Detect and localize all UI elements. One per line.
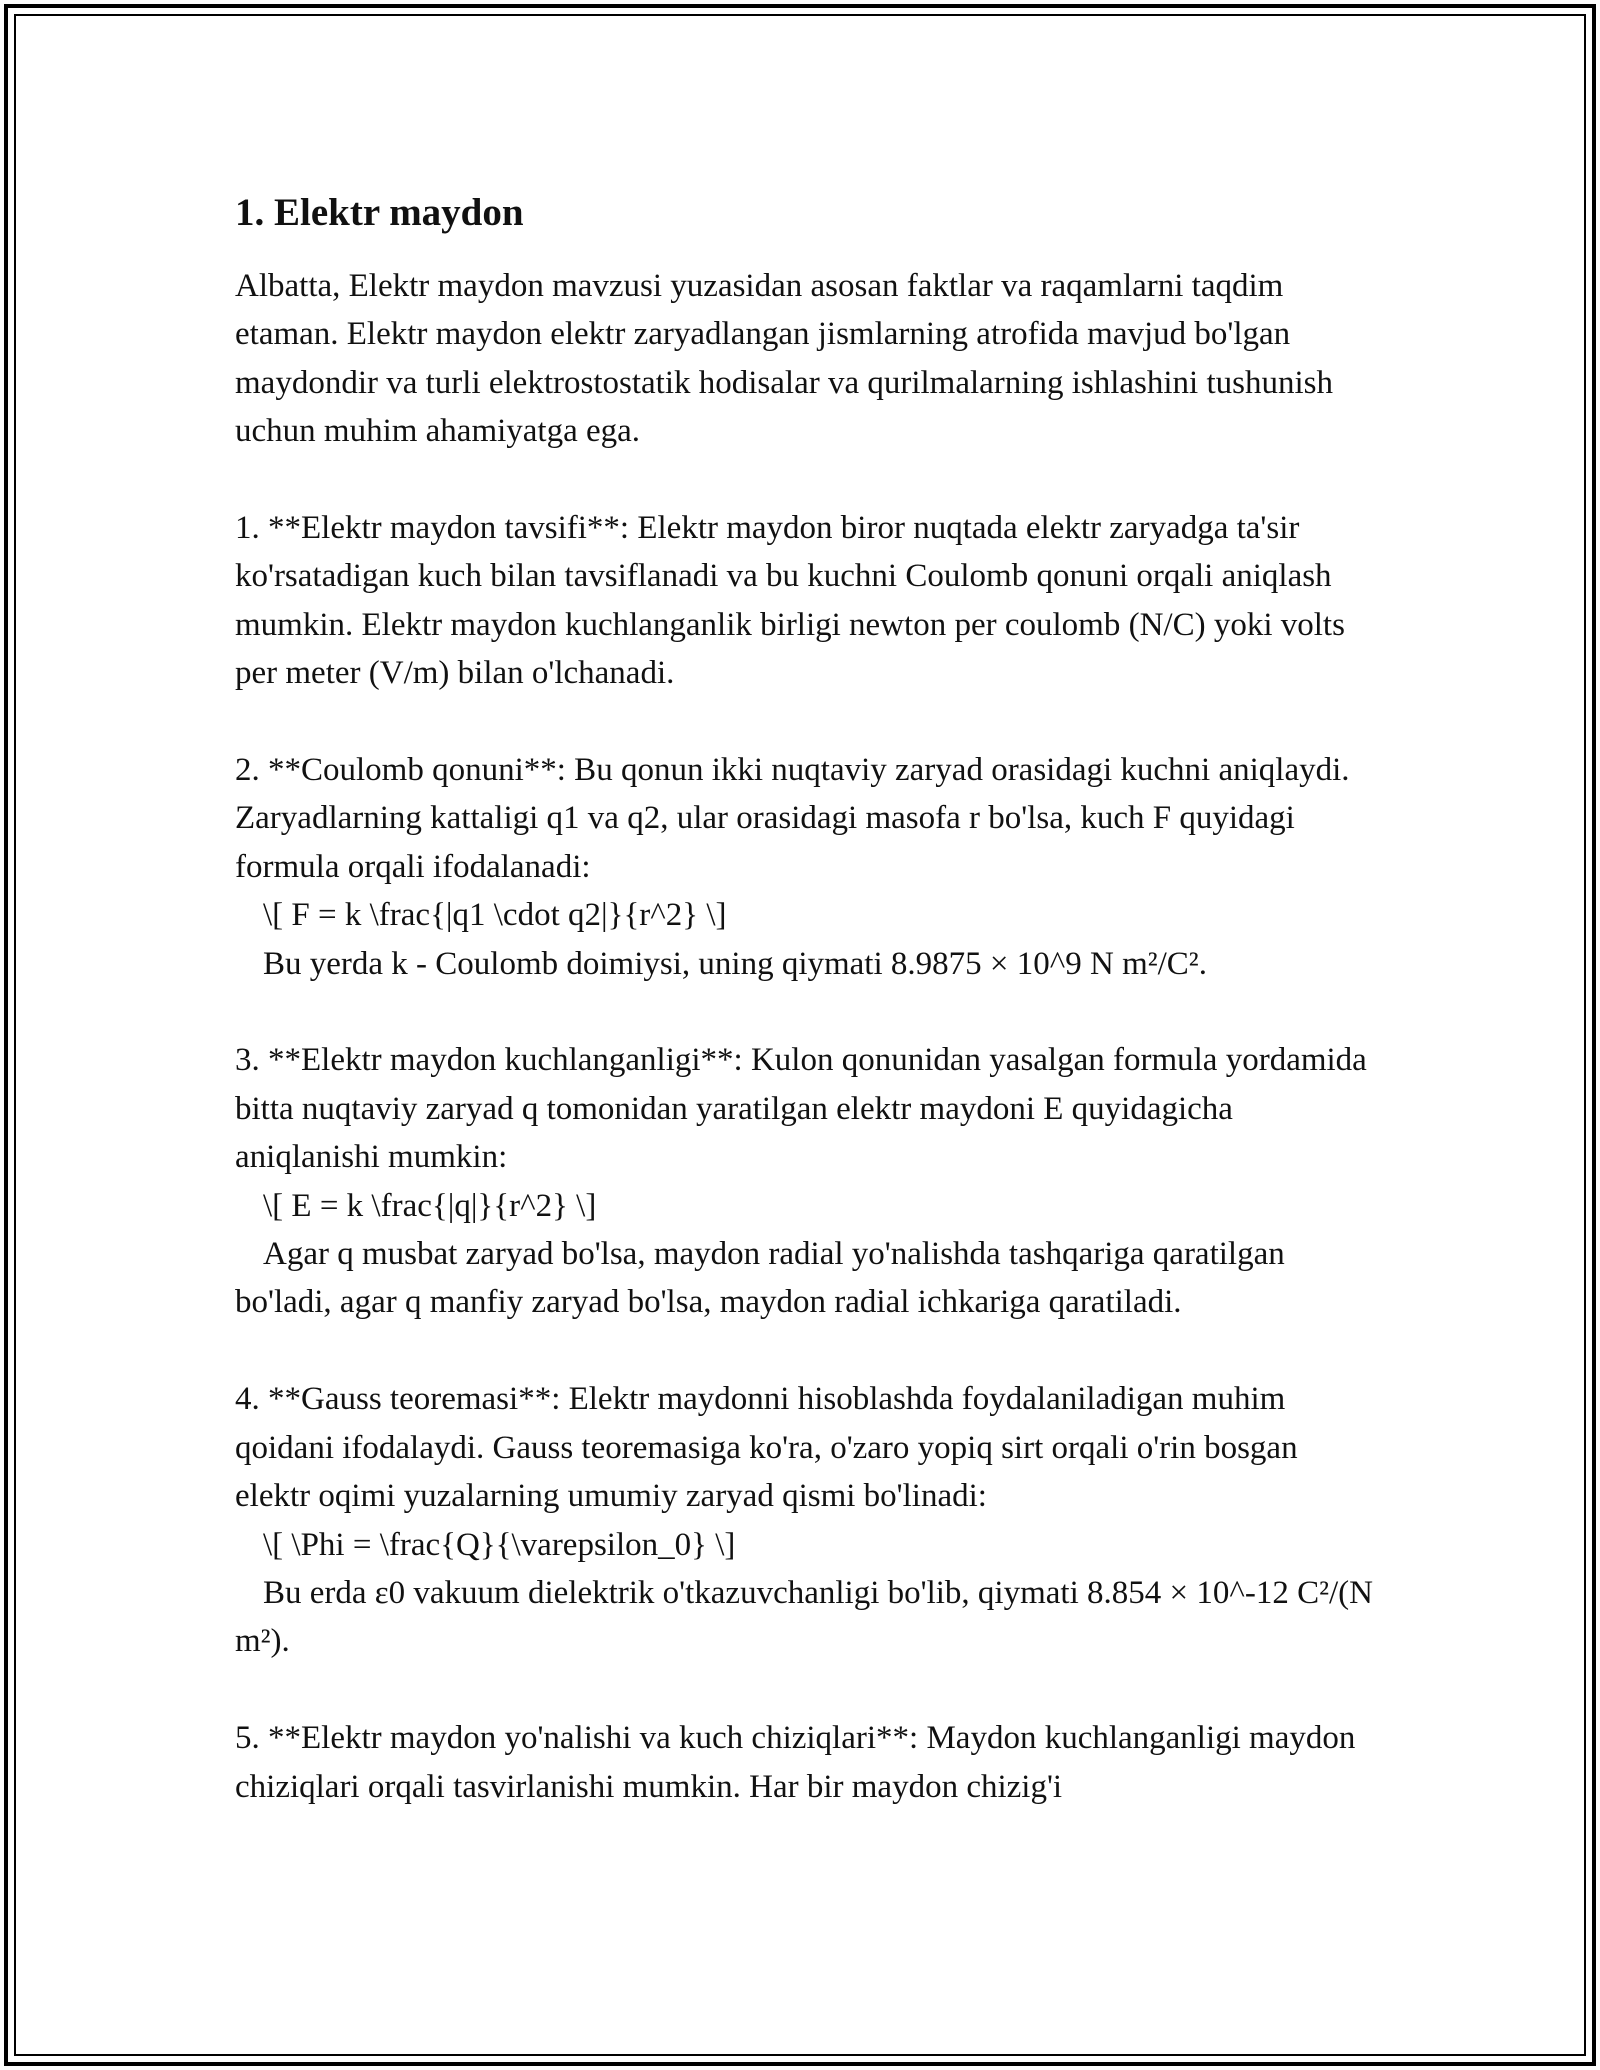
item-2-note: Bu yerda k - Coulomb doimiysi, uning qiymati 8.9875 × 10^9 N m²/C². — [263, 945, 1207, 982]
item-3-paragraph: 3. **Elektr maydon kuchlanganligi**: Kulon qonunidan yasalgan formula yordamida bitta nuqtaviy zaryad q tomonidan yaratilgan elektr maydoni E quyidagicha aniqlanishi mumkin: — [235, 1042, 1367, 1176]
item-2-paragraph: 2. **Coulomb qonuni**: Bu qonun ikki nuqtaviy zaryad orasidagi kuchni aniqlaydi. Zaryadlarning kattaligi q1 va q2, ular orasidagi masofa r bo'lsa, kuch F quyidagi formula orqali ifodalanadi: — [235, 752, 1350, 885]
item-4-paragraph: 4. **Gauss teoremasi**: Elektr maydonni hisoblashda foydalaniladigan muhim qoidani ifodalaydi. Gauss teoremasiga ko'ra, o'zaro yopiq sirt orqali o'rin bosgan elektr oqimi yuzalarning umumiy zaryad qismi bo'linadi: — [235, 1381, 1298, 1515]
item-5-paragraph: 5. **Elektr maydon yo'nalishi va kuch chiziqlari**: Maydon kuchlanganligi maydon chiziqlari orqali tasvirlanishi mumkin. Har bir maydon chizig'i — [235, 1720, 1356, 1805]
item-3-note: Agar q musbat zaryad bo'lsa, maydon radial yo'nalishda tashqariga qaratilgan bo'ladi, agar q manfiy zaryad bo'lsa, maydon radial ichkariga qaratiladi. — [235, 1236, 1285, 1321]
section-heading: 1. Elektr maydon — [235, 191, 524, 234]
item-1-paragraph: 1. **Elektr maydon tavsifi**: Elektr maydon biror nuqtada elektr zaryadga ta'sir ko'rsatadigan kuch bilan tavsiflanadi va bu kuchni Coulomb qonuni orqali aniqlash mumkin. Elektr maydon kuchlanganlik birligi newton per coulomb (N/C) yoki volts per meter (V/m) bilan o'lchanadi. — [235, 510, 1345, 692]
item-4-formula: \[ \Phi = \frac{Q}{\varepsilon_0} \] — [263, 1526, 736, 1563]
item-4-note: Bu erda ε0 vakuum dielektrik o'tkazuvchanligi bo'lib, qiymati 8.854 × 10^-12 C²/(N m²). — [235, 1574, 1373, 1660]
intro-paragraph: Albatta, Elektr maydon mavzusi yuzasidan asosan faktlar va raqamlarni taqdim etaman. Elektr maydon elektr zaryadlangan jismlarning atrofida mavjud bo'lgan maydondir va turli elektrostostatik hodisalar va qurilmalarning ishlashini tushunish uchun muhim ahamiyatga ega. — [235, 268, 1333, 450]
item-3-formula: \[ E = k \frac{|q|}{r^2} \] — [263, 1187, 597, 1224]
item-2-formula: \[ F = k \frac{|q1 \cdot q2|}{r^2} \] — [263, 897, 727, 934]
document-body — [235, 186, 1375, 1811]
